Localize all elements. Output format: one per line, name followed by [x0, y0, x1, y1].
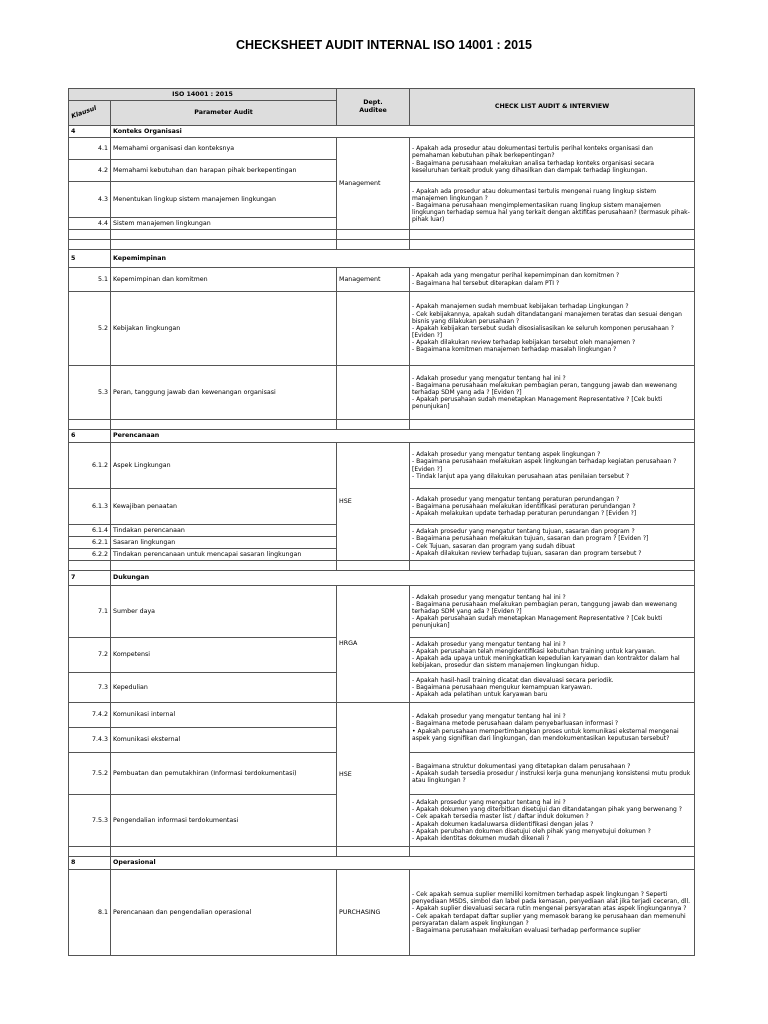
clause-number: 7.3 [69, 673, 111, 703]
section-number: 6 [69, 430, 111, 443]
section-row [69, 857, 695, 870]
section-title: Konteks Organisasi [111, 126, 695, 138]
section-title: Operasional [111, 857, 695, 870]
table-row [69, 268, 695, 292]
clause-number: 7.1 [69, 586, 111, 638]
checklist-header: CHECK LIST AUDIT & INTERVIEW [410, 89, 695, 126]
table-row [69, 292, 695, 366]
clause-parameter: Pembuatan dan pemutakhiran (Informasi terdokumentasi) [111, 753, 337, 795]
checklist-text: - Adakah prosedur yang mengatur tentang peraturan perundangan ? - Bagaimana perusahaan melakukan identifikasi peraturan perundangan ? - Apakah melakukan update terhadap peraturan perundangan ? [Eviden ?] [410, 489, 695, 525]
clause-parameter: Kebijakan lingkungan [111, 292, 337, 366]
klausul-header: Klausul [70, 104, 98, 121]
clause-parameter: Sumber daya [111, 586, 337, 638]
clause-parameter: Tindakan perencanaan untuk mencapai sasaran lingkungan [111, 549, 337, 561]
clause-parameter: Memahami organisasi dan konteksnya [111, 138, 337, 160]
clause-number: 4.4 [69, 218, 111, 230]
checklist-text: - Adakah prosedur yang mengatur tentang hal ini ? - Bagaimana perusahaan melakukan pembagian peran, tanggung jawab dan wewenang terhadap SDM yang ada ? [Eviden ?] - Apakah perusahaan sudah menetapkan Management Representative ? [Cek bukti penunjukan] [410, 366, 695, 420]
clause-parameter: Komunikasi eksternal [111, 728, 337, 753]
clause-number: 5.3 [69, 366, 111, 420]
clause-number: 7.5.3 [69, 795, 111, 847]
section-row [69, 126, 695, 138]
clause-number: 7.4.2 [69, 703, 111, 728]
table-row [69, 443, 695, 489]
checklist-text: - Adakah prosedur yang mengatur tentang hal ini ? - Apakah perusahaan telah mengidentifikasi kebutuhan training untuk karyawan. - Apakah ada upaya untuk meningkatkan kepedulian karyawan dan kontraktor dalam hal kebijakan, prosedur dan sistem manajemen lingkungan hidup. [410, 638, 695, 673]
checklist-text: - Adakah prosedur yang mengatur tentang aspek lingkungan ? - Bagaimana perusahaan melakukan aspek lingkungan terhadap kegiatan perusahaan ? [Eviden ?] - Tindak lanjut apa yang dilakukan perusahaan atas penilaian tersebut ? [410, 443, 695, 489]
dept-auditee: Management [337, 268, 410, 292]
clause-parameter: Kewajiban penaatan [111, 489, 337, 525]
clause-number: 5.1 [69, 268, 111, 292]
table-row [69, 870, 695, 956]
dept-header: Dept. Auditee [337, 89, 410, 126]
dept-auditee: Management [337, 138, 410, 230]
spacer-row [69, 240, 695, 250]
section-row [69, 250, 695, 268]
clause-number: 6.1.2 [69, 443, 111, 489]
clause-number: 4.3 [69, 182, 111, 218]
dept-auditee: PURCHASING [337, 870, 410, 956]
spacer-row [69, 847, 695, 857]
clause-number: 8.1 [69, 870, 111, 956]
page-title: CHECKSHEET AUDIT INTERNAL ISO 14001 : 2015 [236, 38, 532, 52]
clause-parameter: Kepedulian [111, 673, 337, 703]
dept-auditee: HRGA [337, 586, 410, 703]
checklist-text: - Apakah manajemen sudah membuat kebijakan terhadap Lingkungan ? - Cek kebijakannya, apakah sudah ditandatangani manajemen teratas dan sesuai dengan bisnis yang dilakukan perusahaan ? - Apakah kebijakan tersebut sudah disosialisasikan ke seluruh komponen perusahaan ? [Eviden ?] - Apakah dilakukan review terhadap kebijakan tersebut oleh manajemen ? - Bagaimana komitmen manajemen terhadap masalah lingkungan ? [410, 292, 695, 366]
clause-parameter: Memahami kebutuhan dan harapan pihak berkepentingan [111, 160, 337, 182]
clause-number: 6.1.3 [69, 489, 111, 525]
checklist-text: - Apakah hasil-hasil training dicatat dan dievaluasi secara periodik. - Bagaimana perusahaan mengukur kemampuan karyawan. - Apakah ada pelatihan untuk karyawan baru [410, 673, 695, 703]
checklist-text: - Apakah ada prosedur atau dokumentasi tertulis perihal konteks organisasi dan pemahaman kebutuhan pihak berkepentingan? - Bagaimana perusahaan melakukan analisa terhadap konteks organisasi secara keseluruhan terkait produk yang dihasilkan dan dampak terhadap lingkungan. [410, 138, 695, 182]
spacer-row [69, 561, 695, 571]
checklist-text: - Bagaimana struktur dokumentasi yang ditetapkan dalam perusahaan ? - Apakah sudah tersedia prosedur / instruksi kerja guna menunjang konsistensi mutu produk atau lingkungan ? [410, 753, 695, 795]
clause-parameter: Peran, tanggung jawab dan kewenangan organisasi [111, 366, 337, 420]
checklist-text: - Apakah ada prosedur atau dokumentasi tertulis mengenai ruang lingkup sistem manajemen lingkungan ? - Bagaimana perusahaan mengimplementasikan ruang lingkup sistem manajemen lingkungan terhadap semua hal yang terkait dengan aktifitas perusahaan? (termasuk pihak-pihak luar) [410, 182, 695, 230]
table-row [69, 138, 695, 160]
spacer-row [69, 230, 695, 240]
checklist-text: - Adakah prosedur yang mengatur tentang tujuan, sasaran dan program ? - Bagaimana perusahaan melakukan tujuan, sasaran dan program ? [Eviden ?] - Cek Tujuan, sasaran dan program yang sudah dibuat - Apakah dilakukan review terhadap tujuan, sasaran dan program tersebut ? [410, 525, 695, 561]
clause-number: 6.2.2 [69, 549, 111, 561]
clause-parameter: Perencanaan dan pengendalian operasional [111, 870, 337, 956]
section-number: 7 [69, 571, 111, 586]
clause-number: 7.5.2 [69, 753, 111, 795]
dept-auditee: HSE [337, 443, 410, 561]
section-number: 8 [69, 857, 111, 870]
iso-header: ISO 14001 : 2015 [69, 89, 337, 101]
clause-number: 6.2.1 [69, 537, 111, 549]
clause-parameter: Sistem manajemen lingkungan [111, 218, 337, 230]
section-title: Kepemimpinan [111, 250, 695, 268]
clause-number: 6.1.4 [69, 525, 111, 537]
clause-number: 7.4.3 [69, 728, 111, 753]
checklist-text: - Cek apakah semua suplier memiliki komitmen terhadap aspek lingkungan ? Seperti penyediaan MSDS, simbol dan label pada kemasan, penyediaan alat jika terjadi ceceran, dll. - Apakah suplier dievaluasi secara rutin mengenai persyaratan atas aspek lingkungannya ? - Cek apakah terdapat daftar suplier yang memasok barang ke perusahaan dan memenuhi persyaratan dalam aspek lingkungan ? - Bagaimana perusahaan melakukan evaluasi terhadap performance suplier [410, 870, 695, 956]
section-row [69, 571, 695, 586]
dept-auditee: HSE [337, 703, 410, 847]
section-number: 5 [69, 250, 111, 268]
clause-number: 4.2 [69, 160, 111, 182]
clause-number: 7.2 [69, 638, 111, 673]
spacer-row [69, 420, 695, 430]
section-number: 4 [69, 126, 111, 138]
audit-checksheet-table [68, 88, 695, 956]
table-row [69, 366, 695, 420]
clause-parameter: Pengendalian informasi terdokumentasi [111, 795, 337, 847]
checklist-text: - Apakah ada yang mengatur perihal kepemimpinan dan komitmen ? - Bagaimana hal tersebut diterapkan dalam PTI ? [410, 268, 695, 292]
clause-parameter: Sasaran lingkungan [111, 537, 337, 549]
clause-parameter: Menentukan lingkup sistem manajemen lingkungan [111, 182, 337, 218]
clause-number: 5.2 [69, 292, 111, 366]
section-title: Perencanaan [111, 430, 695, 443]
clause-parameter: Kepemimpinan dan komitmen [111, 268, 337, 292]
checklist-text: - Adakah prosedur yang mengatur tentang hal ini ? - Bagaimana metode perusahaan dalam penyebarluasan informasi ? • Apakah perusahaan mempertimbangkan proses untuk komunikasi eksternal mengenai aspek yang signifikan dari lingkungan, dan mendokumentasikan keputusan tersebut? [410, 703, 695, 753]
section-title: Dukungan [111, 571, 695, 586]
table-row [69, 586, 695, 638]
parameter-header: Parameter Audit [111, 101, 337, 126]
table-row [69, 703, 695, 728]
clause-parameter: Tindakan perencanaan [111, 525, 337, 537]
clause-parameter: Kompetensi [111, 638, 337, 673]
checklist-text: - Adakah prosedur yang mengatur tentang hal ini ? - Bagaimana perusahaan melakukan pembagian peran, tanggung jawab dan wewenang terhadap SDM yang ada ? [Eviden ?] - Apakah perusahaan sudah menetapkan Management Representative ? [Cek bukti penunjukan] [410, 586, 695, 638]
clause-parameter: Aspek Lingkungan [111, 443, 337, 489]
checklist-text: - Adakah prosedur yang mengatur tentang hal ini ? - Apakah dokumen yang diterbitkan disetujui dan ditandatangan pihak yang berwenang ? - Cek apakah tersedia master list / daftar induk dokumen ? - Apakah dokumen kadaluwarsa diidentifikasi dengan jelas ? - Apakah perubahan dokumen disetujui oleh pihak yang menyetujui dokumen ? - Apakah identitas dokumen mudah dikenali ? [410, 795, 695, 847]
clause-parameter: Komunikasi internal [111, 703, 337, 728]
clause-number: 4.1 [69, 138, 111, 160]
section-row [69, 430, 695, 443]
